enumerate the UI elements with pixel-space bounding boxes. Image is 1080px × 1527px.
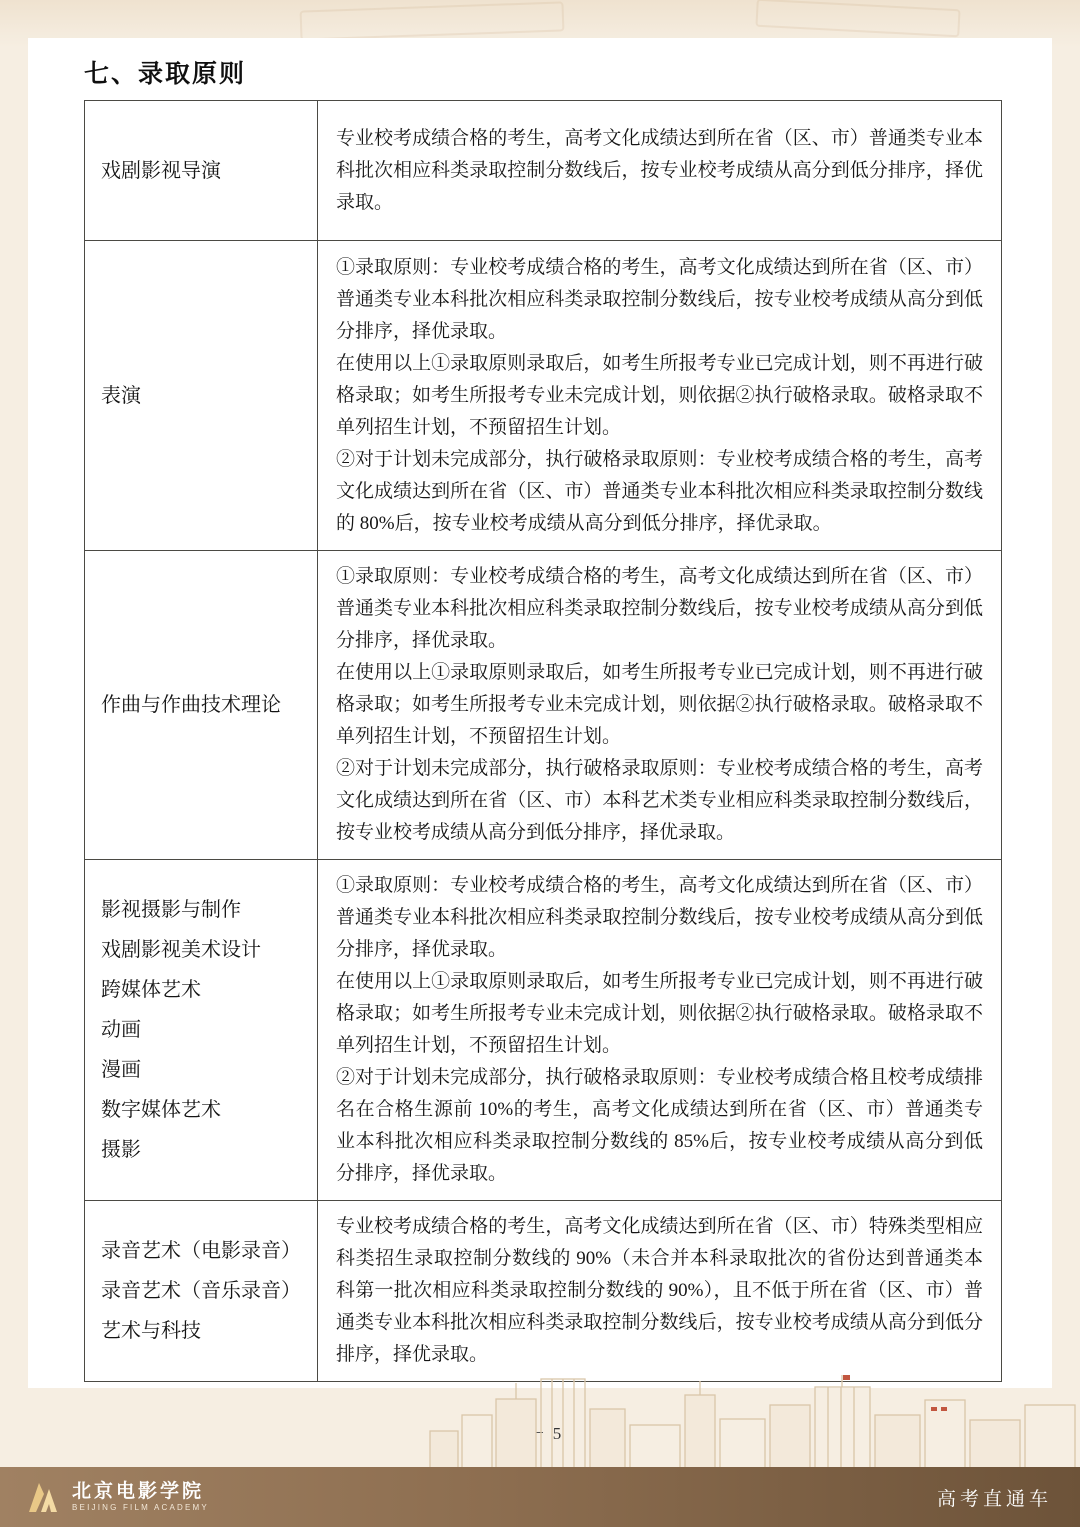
major-cell [85, 1201, 318, 1382]
content-paragraph: 在使用以上①录取原则录取后，如考生所报考专业已完成计划，则不再进行破格录取；如考生所报考专业未完成计划，则依据②执行破格录取。破格录取不单列招生计划，不预留招生计划。 [336, 352, 983, 438]
content-paragraph: 在使用以上①录取原则录取后，如考生所报考专业已完成计划，则不再进行破格录取；如考生所报考专业未完成计划，则依据②执行破格录取。破格录取不单列招生计划，不预留招生计划。 [336, 971, 983, 1056]
content-paragraph: ①录取原则：专业校考成绩合格的考生，高考文化成绩达到所在省（区、市）普通类专业本科批次相应科类录取控制分数线后，按专业校考成绩从高分到低分排序，择优录取。 [336, 875, 983, 960]
major-cell [85, 241, 318, 551]
major-cell [85, 101, 318, 241]
major-name: 数字媒体艺术 [101, 1099, 221, 1121]
major-name: 表演 [101, 384, 141, 407]
major-name: 录音艺术（电影录音） [101, 1240, 301, 1262]
logo-cn-text: 北京电影学院 [72, 1481, 205, 1503]
content-paragraph: 专业校考成绩合格的考生，高考文化成绩达到所在省（区、市）普通类专业本科批次相应科类录取控制分数线后，按专业校考成绩从高分到低分排序，择优录取。 [336, 127, 983, 213]
page-number-value: 5 [552, 1424, 562, 1443]
content-paragraph: ①录取原则：专业校考成绩合格的考生，高考文化成绩达到所在省（区、市）普通类专业本科批次相应科类录取控制分数线后，按专业校考成绩从高分到低分排序，择优录取。 [336, 566, 983, 651]
admission-table-body [85, 101, 1002, 1382]
content-paragraph: ②对于计划未完成部分，执行破格录取原则：专业校考成绩合格的考生，高考文化成绩达到所在省（区、市）普通类专业本科批次相应科类录取控制分数线的 80%后，按专业校考成绩从高分到低分排序，择优录取。 [336, 448, 983, 534]
content-paragraph: ②对于计划未完成部分，执行破格录取原则：专业校考成绩合格且校考成绩排名在合格生源前 10%的考生，高考文化成绩达到所在省（区、市）普通类专业本科批次相应科类录取控制分数线的 85%后，按专业校考成绩从高分到低分排序，择优录取。 [336, 1067, 983, 1184]
footer-bar [0, 1467, 1080, 1527]
major-name: 影视摄影与制作 [101, 899, 241, 921]
major-name: 戏剧影视导演 [101, 159, 221, 182]
major-name: 录音艺术（音乐录音） [101, 1280, 301, 1302]
footer-right-text: 高考直通车 [936, 1488, 1052, 1510]
content-paragraph: 在使用以上①录取原则录取后，如考生所报考专业已完成计划，则不再进行破格录取；如考生所报考专业未完成计划，则依据②执行破格录取。破格录取不单列招生计划，不预留招生计划。 [336, 662, 983, 747]
section-title: 七、录取原则 [84, 61, 247, 88]
logo-en-text: BEIJING FILM ACADEMY [72, 1503, 209, 1513]
major-name: 漫画 [101, 1059, 141, 1081]
major-name: 跨媒体艺术 [101, 979, 201, 1001]
major-name: 作曲与作曲技术理论 [101, 694, 281, 716]
table-row [85, 101, 1002, 241]
major-cell [85, 860, 318, 1201]
logo-text-block [72, 1481, 209, 1512]
admission-principles-table [84, 100, 1002, 1382]
bfa-logo-icon [28, 1481, 62, 1513]
content-cell [318, 860, 1002, 1201]
content-cell [318, 1201, 1002, 1382]
major-name: 动画 [101, 1019, 141, 1041]
content-paragraph: ①录取原则：专业校考成绩合格的考生，高考文化成绩达到所在省（区、市）普通类专业本科批次相应科类录取控制分数线后，按专业校考成绩从高分到低分排序，择优录取。 [336, 256, 983, 342]
city-skyline-illustration [0, 1373, 1080, 1469]
major-cell [85, 551, 318, 860]
major-name: 艺术与科技 [101, 1320, 201, 1342]
content-cell [318, 241, 1002, 551]
table-row [85, 1201, 1002, 1382]
table-row [85, 241, 1002, 551]
content-paragraph: 专业校考成绩合格的考生，高考文化成绩达到所在省（区、市）特殊类型相应科类招生录取控制分数线的 90%（未合并本科录取批次的省份达到普通类本科第一批次相应科类录取控制分数线的 90%），且不低于所在省（区、市）普通类专业本科批次相应科类录取控制分数线后，按专业校考成绩从高分到低分排序，择优录取。 [336, 1216, 983, 1365]
table-row [85, 551, 1002, 860]
table-row [85, 860, 1002, 1201]
content-paragraph: ②对于计划未完成部分，执行破格录取原则：专业校考成绩合格的考生，高考文化成绩达到所在省（区、市）本科艺术类专业相应科类录取控制分数线后，按专业校考成绩从高分到低分排序，择优录取。 [336, 758, 983, 843]
major-name: 戏剧影视美术设计 [101, 939, 261, 961]
major-name: 摄影 [101, 1139, 141, 1161]
bfa-logo [28, 1481, 209, 1513]
content-cell [318, 551, 1002, 860]
content-cell [318, 101, 1002, 241]
